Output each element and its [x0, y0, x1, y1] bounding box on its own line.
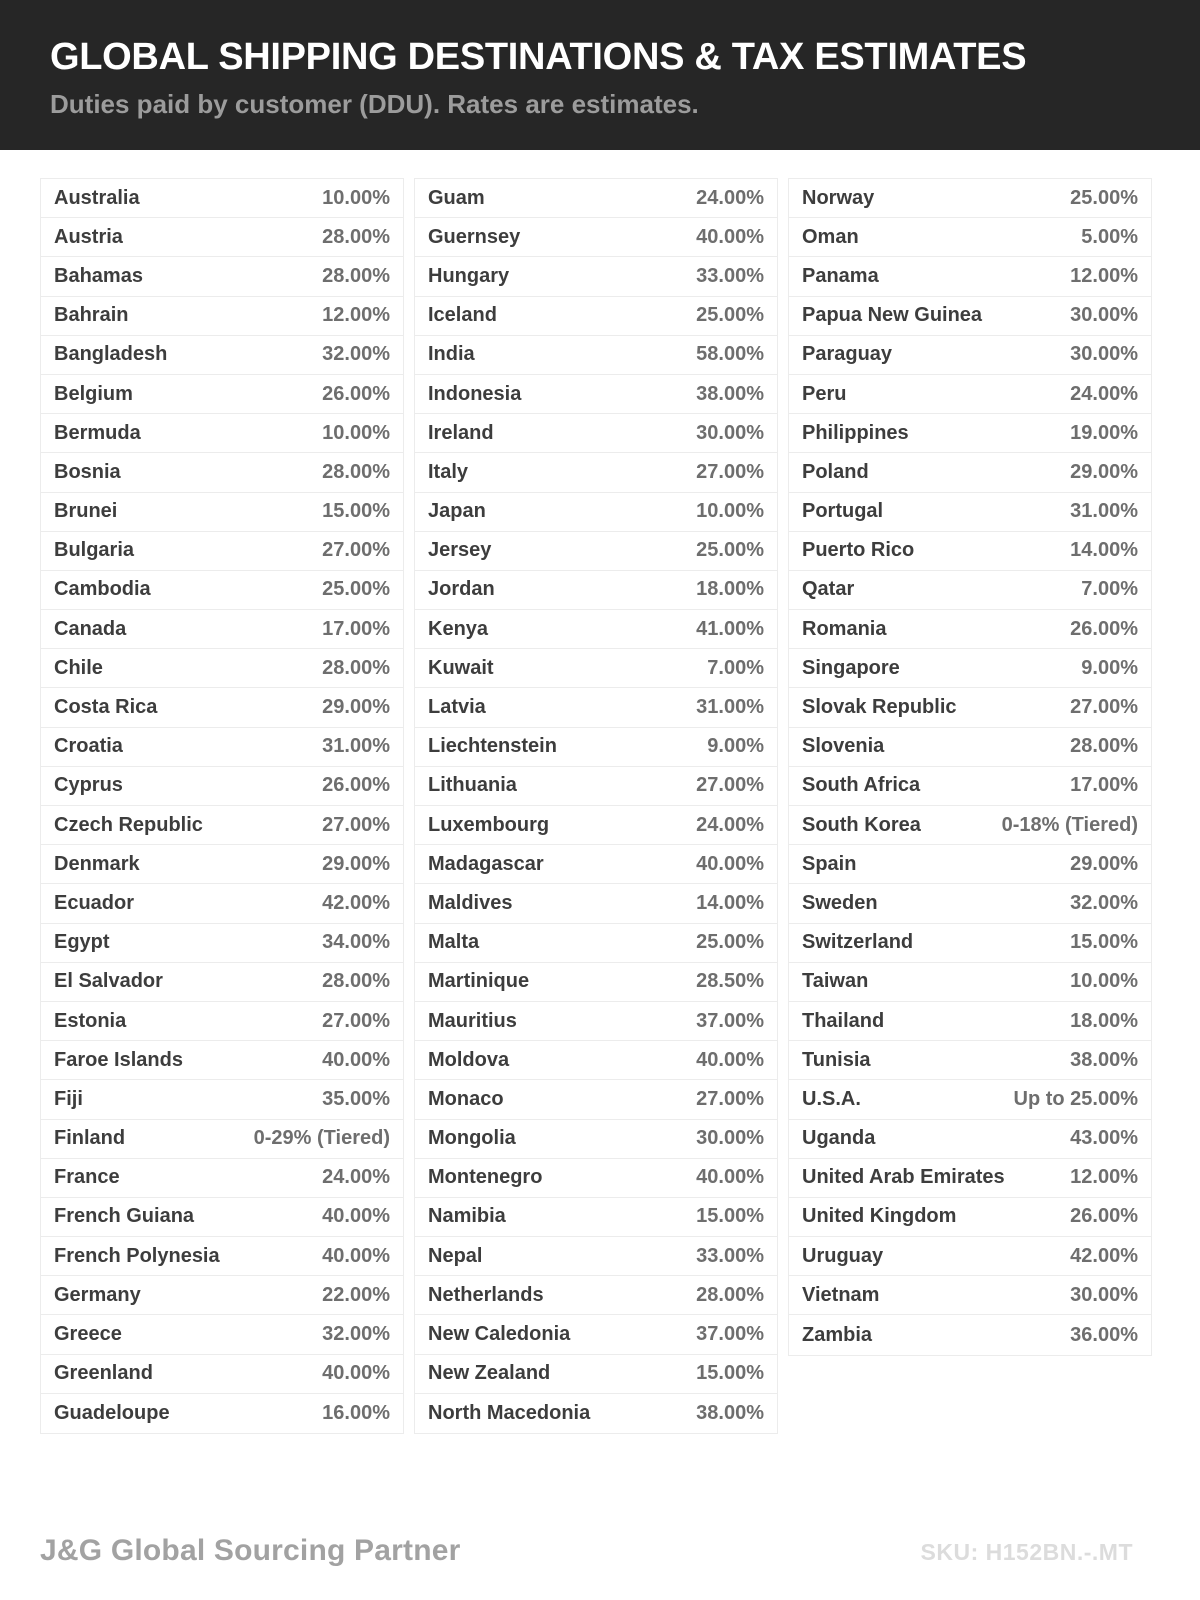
tax-rate: 40.00%	[696, 1166, 764, 1189]
table-row	[789, 610, 1151, 649]
country-name: Jordan	[428, 578, 495, 601]
tax-rate: 32.00%	[322, 343, 390, 366]
table-row	[415, 728, 777, 767]
country-name: Spain	[802, 852, 857, 875]
tax-rate: 27.00%	[322, 813, 390, 836]
country-name: France	[54, 1166, 120, 1189]
tax-rate: 31.00%	[322, 735, 390, 758]
tax-rate: 14.00%	[696, 891, 764, 914]
table-row	[415, 1159, 777, 1198]
page-subtitle: Duties paid by customer (DDU). Rates are estimates.	[50, 89, 699, 119]
table-row	[789, 375, 1151, 414]
table-row	[41, 257, 403, 296]
table-row	[41, 610, 403, 649]
table-row	[415, 375, 777, 414]
country-name: Uruguay	[802, 1244, 884, 1267]
tax-rate: 38.00%	[696, 382, 764, 405]
tax-rate: 9.00%	[1081, 656, 1138, 679]
country-name: Australia	[54, 186, 140, 209]
tax-rate: 10.00%	[1070, 970, 1138, 993]
table-row	[415, 1315, 777, 1354]
table-row	[789, 1080, 1151, 1119]
table-row	[789, 1120, 1151, 1159]
table-row	[41, 218, 403, 257]
tax-rate: 40.00%	[696, 225, 764, 248]
tax-rate: 12.00%	[1070, 1166, 1138, 1189]
table-row	[415, 806, 777, 845]
country-name: Taiwan	[802, 970, 869, 993]
table-row	[415, 414, 777, 453]
tax-rate: 22.00%	[322, 1283, 390, 1306]
tax-rate: 32.00%	[322, 1323, 390, 1346]
country-name: Jersey	[428, 539, 492, 562]
table-row	[41, 336, 403, 375]
table-row	[41, 728, 403, 767]
tax-rate: 0-18% (Tiered)	[1001, 813, 1138, 836]
country-name: Austria	[54, 225, 123, 248]
country-name: Denmark	[54, 852, 140, 875]
table-row	[789, 649, 1151, 688]
tax-rate: 27.00%	[696, 774, 764, 797]
country-name: Bahamas	[54, 264, 143, 287]
table-row	[789, 924, 1151, 963]
tax-rate: 26.00%	[1070, 617, 1138, 640]
table-row	[415, 1394, 777, 1433]
table-row	[41, 414, 403, 453]
table-row	[415, 1276, 777, 1315]
tax-rate: 28.00%	[322, 264, 390, 287]
country-name: Croatia	[54, 735, 123, 758]
table-row	[41, 1355, 403, 1394]
tax-rate: 18.00%	[1070, 1009, 1138, 1032]
table-row	[41, 1002, 403, 1041]
country-name: Philippines	[802, 421, 909, 444]
table-row	[41, 845, 403, 884]
country-name: Zambia	[802, 1323, 873, 1346]
tax-rate: 43.00%	[1070, 1127, 1138, 1150]
tax-rate: 27.00%	[322, 539, 390, 562]
country-name: Japan	[428, 500, 486, 523]
table-row	[415, 688, 777, 727]
tax-rate: 36.00%	[1070, 1323, 1138, 1346]
country-name: New Caledonia	[428, 1323, 571, 1346]
country-name: United Kingdom	[802, 1205, 957, 1228]
table-row	[41, 297, 403, 336]
tax-rate: 24.00%	[696, 813, 764, 836]
table-row	[789, 179, 1151, 218]
table-row	[415, 336, 777, 375]
country-name: Singapore	[802, 656, 900, 679]
rate-column-1	[40, 178, 404, 1434]
table-row	[415, 493, 777, 532]
rate-column-2	[414, 178, 778, 1434]
tax-rate: 15.00%	[322, 500, 390, 523]
country-name: Peru	[802, 382, 847, 405]
table-row	[41, 767, 403, 806]
country-name: Bangladesh	[54, 343, 168, 366]
tax-rate: 27.00%	[1070, 696, 1138, 719]
tax-rate: 10.00%	[696, 500, 764, 523]
tax-rate: 25.00%	[322, 578, 390, 601]
tax-rate: 25.00%	[696, 304, 764, 327]
tax-rate: 28.00%	[322, 460, 390, 483]
country-name: Monaco	[428, 1087, 504, 1110]
country-name: Qatar	[802, 578, 855, 601]
table-row	[41, 1120, 403, 1159]
country-name: French Polynesia	[54, 1244, 220, 1267]
tax-rate: 14.00%	[1070, 539, 1138, 562]
tax-rate: 19.00%	[1070, 421, 1138, 444]
country-name: Iceland	[428, 304, 497, 327]
tax-rate: 30.00%	[1070, 1283, 1138, 1306]
table-row	[415, 767, 777, 806]
tax-rate: 27.00%	[322, 1009, 390, 1032]
tax-rate: 35.00%	[322, 1087, 390, 1110]
country-name: South Korea	[802, 813, 921, 836]
tax-rate: 12.00%	[322, 304, 390, 327]
country-name: Papua New Guinea	[802, 304, 983, 327]
table-row	[415, 218, 777, 257]
country-name: United Arab Emirates	[802, 1166, 1005, 1189]
country-name: U.S.A.	[802, 1087, 861, 1110]
table-row	[789, 1002, 1151, 1041]
table-row	[415, 924, 777, 963]
country-name: Slovenia	[802, 735, 885, 758]
table-row	[415, 297, 777, 336]
tax-rate: 29.00%	[1070, 852, 1138, 875]
table-row	[415, 884, 777, 923]
country-name: Thailand	[802, 1009, 885, 1032]
tax-rate: 30.00%	[696, 421, 764, 444]
country-name: Vietnam	[802, 1283, 880, 1306]
tax-rate: 28.50%	[696, 970, 764, 993]
country-name: Italy	[428, 460, 469, 483]
country-name: Guam	[428, 186, 485, 209]
tax-rate: 29.00%	[322, 852, 390, 875]
tax-rate: 30.00%	[696, 1127, 764, 1150]
tax-rate: 31.00%	[696, 696, 764, 719]
table-row	[415, 610, 777, 649]
table-row	[41, 924, 403, 963]
table-row	[789, 806, 1151, 845]
table-row	[41, 1080, 403, 1119]
tax-rate: 5.00%	[1081, 225, 1138, 248]
tax-rate: 42.00%	[1070, 1244, 1138, 1267]
tax-rate: 37.00%	[696, 1323, 764, 1346]
tax-rate: 37.00%	[696, 1009, 764, 1032]
brand-name: J&G Global Sourcing Partner	[40, 1534, 461, 1567]
tax-rate: 33.00%	[696, 264, 764, 287]
tax-rate: 40.00%	[322, 1244, 390, 1267]
country-name: New Zealand	[428, 1362, 551, 1385]
tax-rate: 40.00%	[322, 1205, 390, 1228]
country-name: Greece	[54, 1323, 122, 1346]
country-name: Panama	[802, 264, 879, 287]
table-row	[789, 1276, 1151, 1315]
tax-rate: 15.00%	[1070, 931, 1138, 954]
table-row	[415, 1355, 777, 1394]
country-name: Netherlands	[428, 1283, 544, 1306]
country-name: Malta	[428, 931, 480, 954]
table-row	[415, 963, 777, 1002]
country-name: South Africa	[802, 774, 921, 797]
tax-rate: 40.00%	[696, 1048, 764, 1071]
tax-rate: 29.00%	[1070, 460, 1138, 483]
tax-rate: 24.00%	[1070, 382, 1138, 405]
tax-rate: 17.00%	[1070, 774, 1138, 797]
country-name: Mongolia	[428, 1127, 516, 1150]
country-name: Luxembourg	[428, 813, 550, 836]
tax-rate: 27.00%	[696, 1087, 764, 1110]
country-name: El Salvador	[54, 970, 163, 993]
country-name: Montenegro	[428, 1166, 543, 1189]
table-row	[41, 806, 403, 845]
country-name: Maldives	[428, 891, 513, 914]
table-row	[41, 571, 403, 610]
country-name: Guadeloupe	[54, 1401, 170, 1424]
country-name: Namibia	[428, 1205, 506, 1228]
country-name: Switzerland	[802, 931, 914, 954]
tax-rate: 33.00%	[696, 1244, 764, 1267]
country-name: Cambodia	[54, 578, 151, 601]
country-name: Nepal	[428, 1244, 483, 1267]
table-row	[789, 218, 1151, 257]
table-row	[415, 1002, 777, 1041]
tax-rate: 28.00%	[1070, 735, 1138, 758]
table-row	[41, 1237, 403, 1276]
table-row	[41, 1041, 403, 1080]
table-row	[415, 1041, 777, 1080]
tax-rate: 7.00%	[1081, 578, 1138, 601]
table-row	[41, 649, 403, 688]
country-name: Estonia	[54, 1009, 127, 1032]
table-row	[41, 1198, 403, 1237]
country-name: North Macedonia	[428, 1401, 591, 1424]
tax-rate: 58.00%	[696, 343, 764, 366]
tax-rate: 40.00%	[322, 1362, 390, 1385]
table-row	[41, 375, 403, 414]
table-row	[789, 1237, 1151, 1276]
table-row	[789, 1041, 1151, 1080]
tax-rate: 0-29% (Tiered)	[253, 1127, 390, 1150]
country-name: Latvia	[428, 696, 486, 719]
country-name: Oman	[802, 225, 859, 248]
table-row	[41, 884, 403, 923]
country-name: Portugal	[802, 500, 884, 523]
country-name: Bermuda	[54, 421, 141, 444]
tax-rate: 38.00%	[1070, 1048, 1138, 1071]
country-name: Hungary	[428, 264, 510, 287]
country-name: Puerto Rico	[802, 539, 915, 562]
country-name: Chile	[54, 656, 103, 679]
table-row	[789, 1315, 1151, 1354]
tax-rate: 40.00%	[696, 852, 764, 875]
country-name: Ireland	[428, 421, 494, 444]
tax-rate: 28.00%	[322, 656, 390, 679]
table-row	[789, 728, 1151, 767]
table-row	[789, 453, 1151, 492]
tax-rate: 40.00%	[322, 1048, 390, 1071]
country-name: Lithuania	[428, 774, 517, 797]
tax-rate: 38.00%	[696, 1401, 764, 1424]
tax-rate: 7.00%	[707, 656, 764, 679]
tax-rate: 12.00%	[1070, 264, 1138, 287]
country-name: Madagascar	[428, 852, 544, 875]
country-name: Ecuador	[54, 891, 135, 914]
tax-rate: 10.00%	[322, 421, 390, 444]
country-name: Costa Rica	[54, 696, 158, 719]
tax-rate: 30.00%	[1070, 304, 1138, 327]
table-row	[415, 1080, 777, 1119]
tax-rate: 16.00%	[322, 1401, 390, 1424]
country-name: Fiji	[54, 1087, 83, 1110]
tax-rate: 29.00%	[322, 696, 390, 719]
country-name: Romania	[802, 617, 887, 640]
table-row	[415, 1237, 777, 1276]
tax-rate: 31.00%	[1070, 500, 1138, 523]
table-row	[415, 571, 777, 610]
table-row	[789, 1198, 1151, 1237]
tax-rate: 26.00%	[1070, 1205, 1138, 1228]
tax-rate: 32.00%	[1070, 891, 1138, 914]
table-row	[789, 493, 1151, 532]
tax-rate: 25.00%	[1070, 186, 1138, 209]
table-row	[415, 845, 777, 884]
country-name: Uganda	[802, 1127, 876, 1150]
country-name: Slovak Republic	[802, 696, 957, 719]
country-name: Bahrain	[54, 304, 129, 327]
tax-rate: 28.00%	[696, 1283, 764, 1306]
country-name: Martinique	[428, 970, 530, 993]
country-name: Mauritius	[428, 1009, 517, 1032]
page-header	[0, 0, 1200, 150]
tax-rate: 10.00%	[322, 186, 390, 209]
country-name: French Guiana	[54, 1205, 195, 1228]
country-name: Finland	[54, 1127, 126, 1150]
table-row	[789, 297, 1151, 336]
table-row	[41, 532, 403, 571]
country-name: Liechtenstein	[428, 735, 557, 758]
country-name: Tunisia	[802, 1048, 871, 1071]
country-name: Germany	[54, 1283, 141, 1306]
country-name: Moldova	[428, 1048, 510, 1071]
tax-rate-table	[0, 150, 1200, 1434]
tax-rate: 28.00%	[322, 970, 390, 993]
table-row	[789, 1159, 1151, 1198]
tax-rate: 24.00%	[696, 186, 764, 209]
country-name: Sweden	[802, 891, 878, 914]
country-name: Greenland	[54, 1362, 153, 1385]
country-name: Belgium	[54, 382, 133, 405]
tax-rate: 27.00%	[696, 460, 764, 483]
table-row	[789, 532, 1151, 571]
table-row	[41, 1276, 403, 1315]
table-row	[415, 1120, 777, 1159]
tax-rate: 25.00%	[696, 931, 764, 954]
country-name: Canada	[54, 617, 127, 640]
rate-column-3	[788, 178, 1152, 1356]
tax-rate: Up to 25.00%	[1013, 1087, 1138, 1110]
country-name: Cyprus	[54, 774, 123, 797]
country-name: Norway	[802, 186, 875, 209]
country-name: Guernsey	[428, 225, 521, 248]
table-row	[41, 493, 403, 532]
tax-rate: 42.00%	[322, 891, 390, 914]
table-row	[41, 688, 403, 727]
country-name: Czech Republic	[54, 813, 203, 836]
table-row	[415, 649, 777, 688]
table-row	[789, 257, 1151, 296]
country-name: India	[428, 343, 475, 366]
tax-rate: 25.00%	[696, 539, 764, 562]
country-name: Bulgaria	[54, 539, 135, 562]
tax-rate: 15.00%	[696, 1205, 764, 1228]
table-row	[415, 179, 777, 218]
table-row	[41, 179, 403, 218]
table-row	[789, 884, 1151, 923]
table-row	[41, 1315, 403, 1354]
country-name: Kenya	[428, 617, 489, 640]
table-row	[415, 257, 777, 296]
tax-rate: 26.00%	[322, 382, 390, 405]
table-row	[789, 336, 1151, 375]
tax-rate: 9.00%	[707, 735, 764, 758]
table-row	[41, 963, 403, 1002]
country-name: Bosnia	[54, 460, 121, 483]
table-row	[41, 453, 403, 492]
country-name: Indonesia	[428, 382, 522, 405]
tax-rate: 17.00%	[322, 617, 390, 640]
tax-rate: 26.00%	[322, 774, 390, 797]
country-name: Kuwait	[428, 656, 494, 679]
tax-rate: 24.00%	[322, 1166, 390, 1189]
page-footer	[0, 1534, 1200, 1568]
country-name: Egypt	[54, 931, 110, 954]
table-row	[415, 532, 777, 571]
tax-rate: 15.00%	[696, 1362, 764, 1385]
table-row	[41, 1394, 403, 1433]
tax-rate: 30.00%	[1070, 343, 1138, 366]
table-row	[41, 1159, 403, 1198]
country-name: Brunei	[54, 500, 118, 523]
table-row	[789, 845, 1151, 884]
sku-label: SKU: H152BN.-.MT	[920, 1539, 1133, 1565]
country-name: Faroe Islands	[54, 1048, 183, 1071]
table-row	[789, 767, 1151, 806]
table-row	[789, 414, 1151, 453]
table-row	[415, 1198, 777, 1237]
tax-rate: 34.00%	[322, 931, 390, 954]
table-row	[789, 688, 1151, 727]
country-name: Poland	[802, 460, 869, 483]
table-row	[789, 571, 1151, 610]
country-name: Paraguay	[802, 343, 893, 366]
tax-rate: 41.00%	[696, 617, 764, 640]
tax-rate: 18.00%	[696, 578, 764, 601]
page-title: GLOBAL SHIPPING DESTINATIONS & TAX ESTIMATES	[50, 36, 1027, 78]
tax-rate: 28.00%	[322, 225, 390, 248]
table-row	[415, 453, 777, 492]
table-row	[789, 963, 1151, 1002]
